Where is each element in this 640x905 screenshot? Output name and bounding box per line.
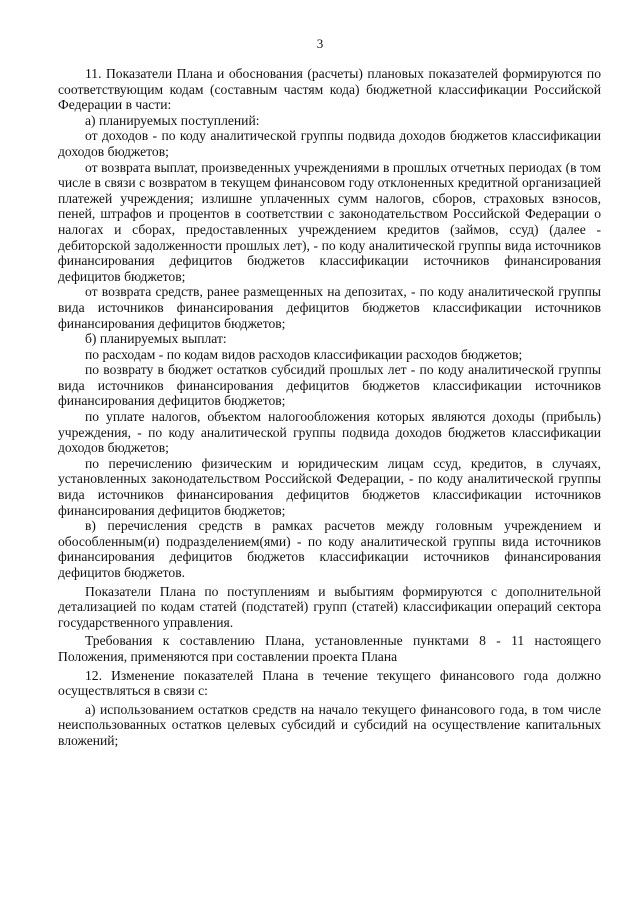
paragraph-internal-transfers: в) перечисления средств в рамках расчетов между головным учреждением и обособленным(и) подразделением(ями) - по коду аналитической группы вида источников финансирования дефицитов бюджетов классификации источников финансирования дефицитов бюджетов. [58, 518, 601, 580]
paragraph-detailing: Показатели Плана по поступлениям и выбытиям формируются с дополнительной детализацией по кодам статей (подстатей) групп (статей) классификации операций сектора государственного управления. [58, 583, 601, 630]
paragraph-by-expenses: по расходам - по кодам видов расходов классификации расходов бюджетов; [85, 346, 523, 362]
paragraph-tax-payment: по уплате налогов, объектом налогообложения которых являются доходы (прибыль) учреждения, - по коду аналитической группы подвида доходов бюджетов классификации доходов бюджетов; [58, 409, 601, 456]
paragraph-planned-receipts: а) планируемых поступлений: [85, 112, 260, 128]
paragraph-11-intro: 11. Показатели Плана и обоснования (расчеты) плановых показателей формируются по соответствующим кодам (составным частям кода) бюджетной классификации Российской Федерации в части: [58, 66, 601, 113]
document-body [58, 66, 601, 749]
paragraph-from-deposits: от возврата средств, ранее размещенных на депозитах, - по коду аналитической группы вида источников финансирования дефицитов бюджетов классификации источников финансирования дефицитов бюджетов; [58, 284, 601, 331]
paragraph-remaining-funds: а) использованием остатков средств на начало текущего финансового года, в том числе неиспользованных остатков целевых субсидий и субсидий на осуществление капитальных вложений; [58, 701, 601, 748]
paragraph-from-revenues: от доходов - по коду аналитической группы подвида доходов бюджетов классификации доходов бюджетов; [58, 128, 601, 159]
paragraph-loans-transfer: по перечислению физическим и юридическим лицам ссуд, кредитов, в случаях, установленных законодательством Российской Федерации, - по коду аналитической группы вида источников финансирования дефицитов бюджетов классификации источников финансирования дефицитов бюджетов; [58, 455, 601, 518]
paragraph-subsidy-return: по возврату в бюджет остатков субсидий прошлых лет - по коду аналитической группы вида источников финансирования дефицитов бюджетов классификации источников финансирования дефицитов бюджетов; [58, 362, 601, 409]
paragraph-from-refunds: от возврата выплат, произведенных учреждениями в прошлых отчетных периодах (в том числе в связи с возвратом в текущем финансовом году отклоненных кредитной организацией платежей учреждения; излишне уплаченных сумм налогов, сборов, страховых взносов, пеней, штрафов и процентов в соответствии с законодательством Российской Федерации о налогах и сборах, предоставленных учреждением кредитов (займов, ссуд) (далее - дебиторской задолженности прошлых лет), - по коду аналитической группы вида источников финансирования дефицитов бюджетов классификации источников финансирования дефицитов бюджетов; [58, 159, 601, 284]
page-number: 3 [316, 36, 324, 51]
paragraph-12-intro: 12. Изменение показателей Плана в течение текущего финансового года должно осуществляться в связи с: [58, 667, 601, 699]
paragraph-requirements: Требования к составлению Плана, установленные пунктами 8 - 11 настоящего Положения, применяются при составлении проекта Плана [58, 633, 601, 664]
paragraph-planned-payments: б) планируемых выплат: [85, 331, 227, 347]
